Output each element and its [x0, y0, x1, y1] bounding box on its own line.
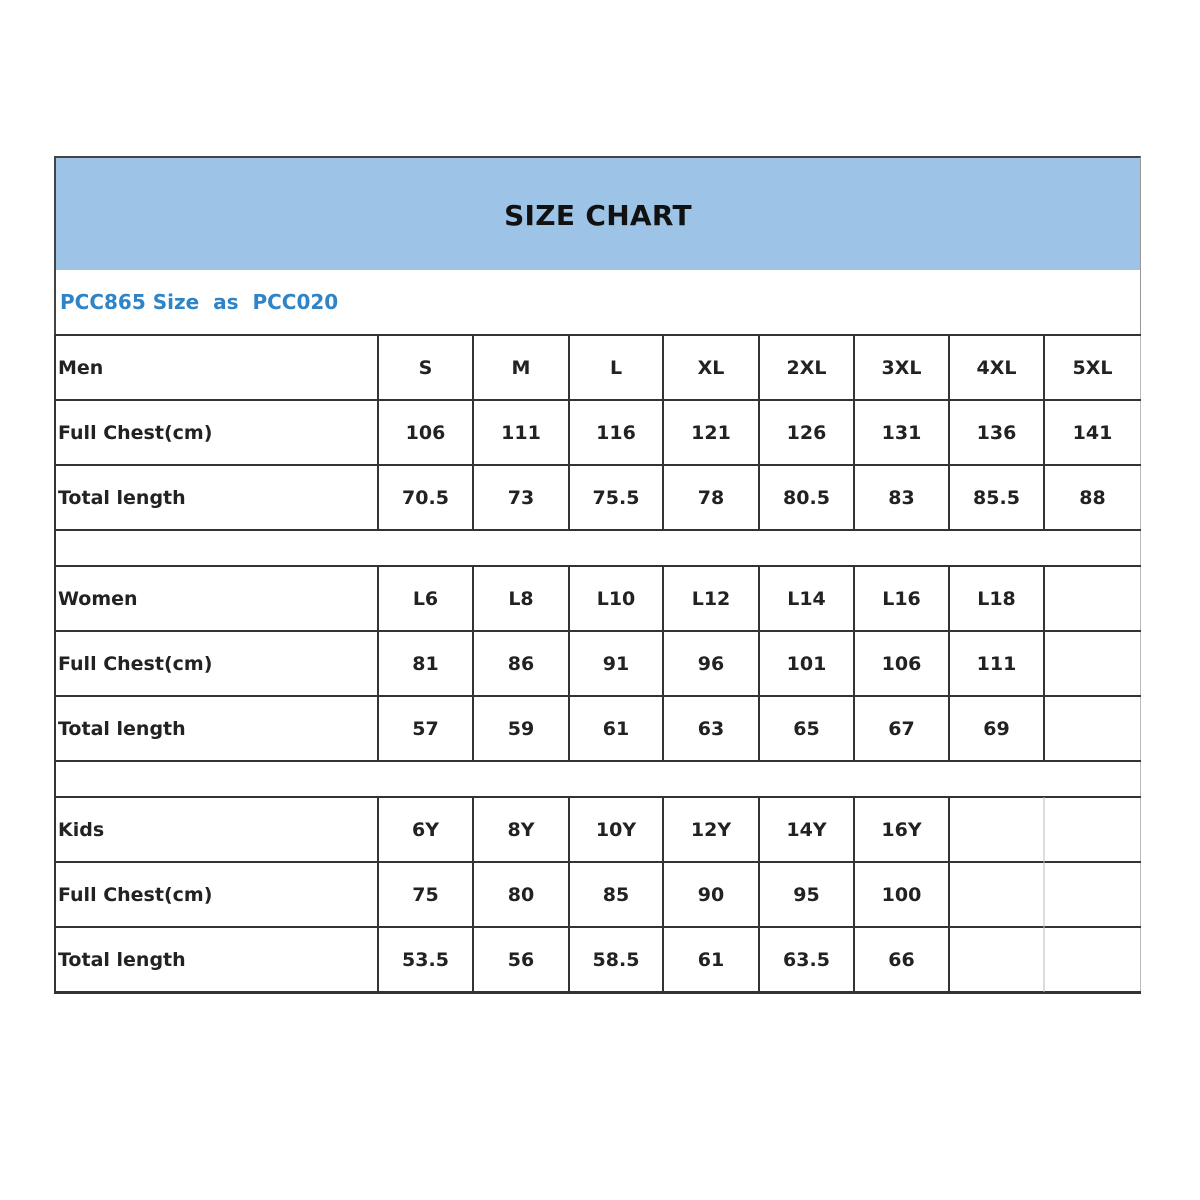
- size-header-cell: 6Y: [412, 818, 439, 841]
- size-header-cell: S: [418, 356, 433, 379]
- measurement-cell: 111: [976, 652, 1017, 675]
- row-label: Total length: [58, 717, 186, 740]
- measurement-cell: 106: [405, 421, 446, 444]
- measurement-cell: 100: [881, 883, 922, 906]
- size-header-cell: 2XL: [786, 356, 827, 379]
- row-label: Total length: [58, 948, 186, 971]
- measurement-cell: 86: [507, 652, 535, 675]
- measurement-cell: 73: [507, 486, 535, 509]
- measurement-cell: 56: [507, 948, 535, 971]
- measurement-cell: 78: [697, 486, 725, 509]
- size-header-cell: 10Y: [595, 818, 637, 841]
- measurement-cell: 75: [412, 883, 439, 906]
- measurement-cell: 101: [786, 652, 827, 675]
- measurement-cell: 67: [888, 717, 915, 740]
- row-label: Full Chest(cm): [58, 883, 213, 906]
- measurement-cell: 136: [976, 421, 1017, 444]
- measurement-cell: 88: [1079, 486, 1106, 509]
- measurement-cell: 96: [697, 652, 725, 675]
- measurement-cell: 85.5: [973, 486, 1020, 509]
- chart-title: SIZE CHART: [504, 198, 692, 232]
- size-header-cell: L10: [596, 587, 636, 610]
- size-header-cell: 16Y: [881, 818, 922, 841]
- size-header-cell: 5XL: [1072, 356, 1113, 379]
- size-header-cell: M: [511, 356, 531, 379]
- size-header-cell: L: [609, 356, 623, 379]
- section-header-label: Kids: [58, 818, 105, 841]
- measurement-cell: 106: [881, 652, 922, 675]
- measurement-cell: 126: [786, 421, 827, 444]
- measurement-cell: 116: [596, 421, 636, 444]
- measurement-cell: 81: [412, 652, 439, 675]
- measurement-cell: 91: [602, 652, 630, 675]
- measurement-cell: 95: [793, 883, 820, 906]
- measurement-cell: 61: [602, 717, 630, 740]
- measurement-cell: 65: [793, 717, 820, 740]
- chart-subtitle: PCC865 Size as PCC020: [54, 270, 1141, 335]
- measurement-cell: 59: [507, 717, 535, 740]
- size-header-cell: 3XL: [881, 356, 922, 379]
- measurement-cell: 83: [888, 486, 915, 509]
- size-header-cell: 12Y: [690, 818, 732, 841]
- size-header-cell: XL: [697, 356, 725, 379]
- measurement-cell: 61: [697, 948, 725, 971]
- measurement-cell: 141: [1072, 421, 1113, 444]
- section-header-label: Men: [58, 356, 104, 379]
- measurement-cell: 63.5: [783, 948, 830, 971]
- size-header-cell: L14: [787, 587, 826, 610]
- measurement-cell: 85: [602, 883, 630, 906]
- measurement-cell: 69: [983, 717, 1010, 740]
- measurement-cell: 70.5: [402, 486, 449, 509]
- measurement-cell: 75.5: [592, 486, 640, 509]
- section-header-label: Women: [58, 587, 138, 610]
- size-header-cell: 14Y: [786, 818, 827, 841]
- measurement-cell: 58.5: [592, 948, 640, 971]
- measurement-cell: 66: [888, 948, 915, 971]
- row-label: Total length: [58, 486, 186, 509]
- measurement-cell: 57: [412, 717, 439, 740]
- measurement-cell: 53.5: [402, 948, 449, 971]
- size-header-cell: L12: [691, 587, 731, 610]
- size-header-cell: L8: [508, 587, 534, 610]
- size-header-cell: L18: [977, 587, 1016, 610]
- measurement-cell: 90: [697, 883, 725, 906]
- measurement-cell: 131: [881, 421, 922, 444]
- row-label: Full Chest(cm): [58, 421, 213, 444]
- row-label: Full Chest(cm): [58, 652, 213, 675]
- measurement-cell: 80: [507, 883, 535, 906]
- measurement-cell: 80.5: [783, 486, 830, 509]
- measurement-cell: 63: [697, 717, 725, 740]
- measurement-cell: 121: [691, 421, 731, 444]
- size-header-cell: L6: [412, 587, 439, 610]
- size-chart: [54, 156, 1141, 994]
- size-header-cell: 4XL: [976, 356, 1017, 379]
- size-header-cell: 8Y: [507, 818, 535, 841]
- measurement-cell: 111: [501, 421, 541, 444]
- size-header-cell: L16: [882, 587, 921, 610]
